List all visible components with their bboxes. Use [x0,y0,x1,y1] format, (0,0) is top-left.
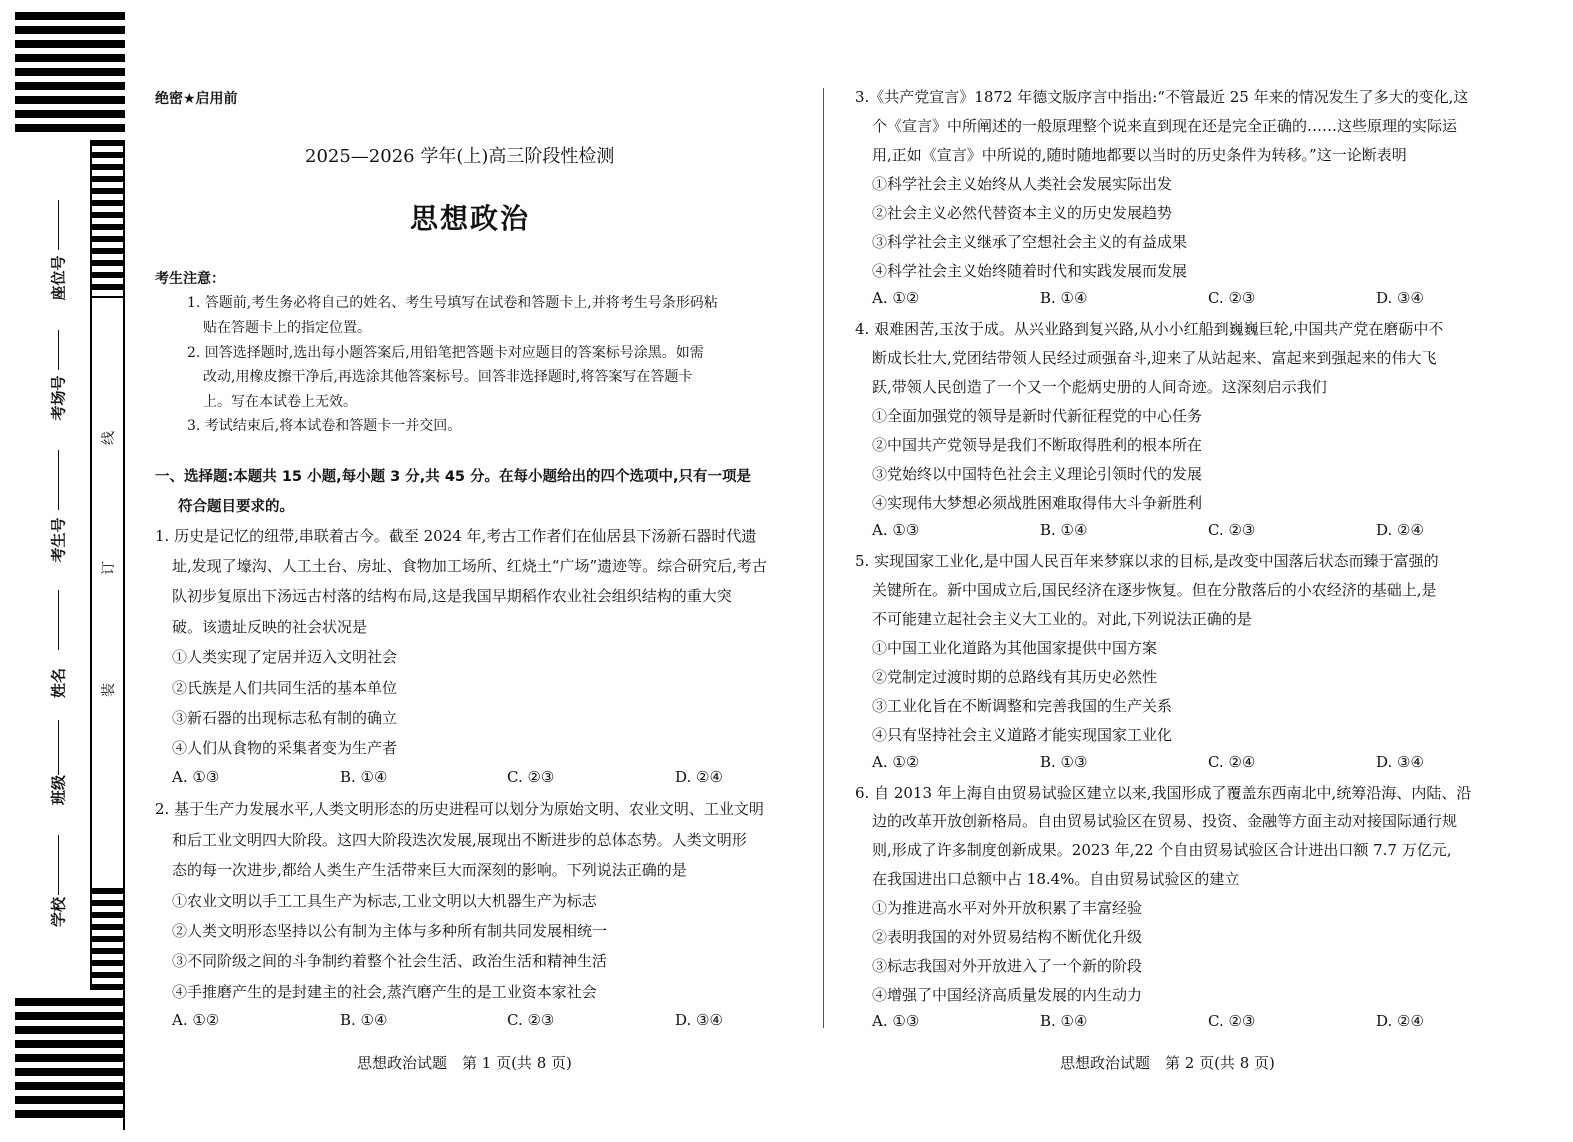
statement-item: ②表明我国的对外贸易结构不断优化升级 [872,928,1143,946]
cut-mark-ding: 订 [101,561,117,575]
name-label: 姓名 [49,667,68,699]
answer-option-d[interactable]: D. ②④ [1376,1012,1424,1030]
question-stem: 3.《共产党宣言》1872 年德文版序言中指出:“不管最近 25 年来的情况发生了多大的变化,这 [855,88,1469,106]
answer-option-c[interactable]: C. ②③ [1208,289,1256,307]
page-footer-2: 思想政治试题 第 2 页(共 8 页) [1060,1054,1275,1072]
statement-item: ②氏族是人们共同生活的基本单位 [172,679,398,697]
barcode-stripes [0,0,140,1138]
binding-margin [0,0,140,1138]
statement-item: ②中国共产党领导是我们不断取得胜利的根本所在 [872,436,1203,454]
statement-item: ④只有坚持社会主义道路才能实现国家工业化 [872,726,1173,744]
answer-option-a[interactable]: A. ①② [172,1011,220,1029]
answer-option-b[interactable]: B. ①④ [1040,289,1088,307]
question-stem: 1. 历史是记忆的纽带,串联着古今。截至 2024 年,考古工作者们在仙居县下汤新石器时代遗 [155,527,757,545]
statement-item: ④手推磨产生的是封建主的社会,蒸汽磨产生的是工业资本家社会 [172,983,597,1001]
school-label: 学校 [49,896,68,928]
fill-line[interactable] [58,835,59,895]
section-heading-cont: 符合题目要求的。 [178,499,294,515]
question-stem: 6. 自 2013 年上海自由贸易试验区建立以来,我国形成了覆盖东西南北中,统筹沿海、内陆、沿 [855,784,1472,802]
fill-line[interactable] [58,720,59,775]
statement-item: ②人类文明形态坚持以公有制为主体与多种所有制共同发展相统一 [172,922,608,940]
notice-line: 改动,用橡皮擦干净后,再选涂其他答案标号。回答非选择题时,将答案写在答题卡 [203,369,693,385]
statement-item: ③不同阶级之间的斗争制约着整个社会生活、政治生活和精神生活 [172,952,608,970]
question-stem: 不可能建立起社会主义大工业的。对此,下列说法正确的是 [872,610,1252,628]
answer-option-a[interactable]: A. ①③ [872,1012,920,1030]
notice-line: 2. 回答选择题时,选出每小题答案后,用铅笔把答题卡对应题目的答案标号涂黑。如需 [187,345,704,361]
question-stem: 破。该遗址反映的社会状况是 [172,618,368,636]
statement-item: ①全面加强党的领导是新时代新征程党的中心任务 [872,407,1203,425]
question-stem: 在我国进出口总额中占 18.4%。自由贸易试验区的建立 [872,870,1240,888]
statement-item: ②社会主义必然代替资本主义的历史发展趋势 [872,204,1173,222]
answer-option-d[interactable]: D. ②④ [675,768,723,786]
page-footer-1: 思想政治试题 第 1 页(共 8 页) [357,1054,572,1072]
question-stem: 断成长壮大,党团结带领人民经过顽强奋斗,迎来了从站起来、富起来到强起来的伟大飞 [872,349,1437,367]
question-stem: 2. 基于生产力发展水平,人类文明形态的历史进程可以划分为原始文明、农业文明、工业文明 [155,800,764,818]
answer-option-d[interactable]: D. ③④ [1376,753,1424,771]
notice-line: 3. 考试结束后,将本试卷和答题卡一并交回。 [187,418,462,434]
answer-option-a[interactable]: A. ①② [872,289,920,307]
question-stem: 5. 实现国家工业化,是中国人民百年来梦寐以求的目标,是改变中国落后状态而臻于富强的 [855,552,1439,570]
answer-option-b[interactable]: B. ①④ [340,1011,388,1029]
statement-item: ④科学社会主义始终随着时代和实践发展而发展 [872,262,1188,280]
answer-option-b[interactable]: B. ①④ [1040,521,1088,539]
fill-line[interactable] [58,590,59,650]
statement-item: ①人类实现了定居并迈入文明社会 [172,648,398,666]
answer-option-d[interactable]: D. ②④ [1376,521,1424,539]
question-stem: 用,正如《宣言》中所说的,随时随地都要以当时的历史条件为转移。”这一论断表明 [872,146,1407,164]
notice-title: 考生注意： [155,271,225,287]
answer-option-a[interactable]: A. ①③ [872,521,920,539]
answer-option-d[interactable]: D. ③④ [675,1011,723,1029]
subject-title: 思想政治 [410,202,531,235]
question-stem: 边的改革开放创新格局。自由贸易试验区在贸易、投资、金融等方面主动对接国际通行规 [872,812,1458,830]
answer-option-a[interactable]: A. ①③ [172,768,220,786]
statement-item: ③党始终以中国特色社会主义理论引领时代的发展 [872,465,1203,483]
statement-item: ③标志我国对外开放进入了一个新的阶段 [872,957,1143,975]
exam-title: 2025—2026 学年(上)高三阶段性检测 [305,146,615,167]
question-stem: 队初步复原出下汤远古村落的结构布局,这是我国早期稻作农业社会组织结构的重大突 [172,587,732,605]
secret-mark: 绝密★启用前 [155,91,238,107]
fill-line[interactable] [58,200,59,250]
answer-option-c[interactable]: C. ②③ [507,768,555,786]
answer-option-d[interactable]: D. ③④ [1376,289,1424,307]
fill-line[interactable] [58,450,59,510]
question-stem: 态的每一次进步,都给人类生产生活带来巨大而深刻的影响。下列说法正确的是 [172,861,687,879]
answer-option-c[interactable]: C. ②③ [1208,1012,1256,1030]
statement-item: ①农业文明以手工工具生产为标志,工业文明以大机器生产为标志 [172,892,597,910]
question-stem: 个《宣言》中所阐述的一般原理整个说来直到现在还是完全正确的……这些原理的实际运 [872,117,1458,135]
fill-line[interactable] [58,330,59,370]
notice-line: 贴在答题卡上的指定位置。 [203,320,371,336]
question-stem: 关键所在。新中国成立后,国民经济在逐步恢复。但在分散落后的小农经济的基础上,是 [872,581,1437,599]
statement-item: ④实现伟大梦想必须战胜困难取得伟大斗争新胜利 [872,494,1203,512]
question-stem: 则,形成了许多制度创新成果。2023 年,22 个自由贸易试验区合计进出口额 7.7 万亿元, [872,841,1452,859]
statement-item: ②党制定过渡时期的总路线有其历史必然性 [872,668,1158,686]
answer-option-b[interactable]: B. ①④ [1040,1012,1088,1030]
cut-mark-xian: 线 [101,431,117,445]
question-stem: 4. 艰难困苦,玉汝于成。从兴业路到复兴路,从小小红船到巍巍巨轮,中国共产党在磨砺中不 [855,320,1444,338]
statement-item: ④增强了中国经济高质量发展的内生动力 [872,986,1143,1004]
answer-option-c[interactable]: C. ②③ [507,1011,555,1029]
answer-option-b[interactable]: B. ①③ [1040,753,1088,771]
statement-item: ③新石器的出现标志私有制的确立 [172,709,398,727]
statement-item: ③科学社会主义继承了空想社会主义的有益成果 [872,233,1188,251]
question-stem: 跃,带领人民创造了一个又一个彪炳史册的人间奇迹。这深刻启示我们 [872,378,1327,396]
question-stem: 和后工业文明四大阶段。这四大阶段迭次发展,展现出不断进步的总体态势。人类文明形 [172,831,747,849]
notice-line: 1. 答题前,考生务必将自己的姓名、考生号填写在试卷和答题卡上,并将考生号条形码粘 [187,295,718,311]
question-stem: 址,发现了壕沟、人工土台、房址、食物加工场所、红烧土“广场”遗迹等。综合研究后,考古 [172,557,767,575]
student-number-label: 考生号 [49,517,68,563]
seat-number-label: 座位号 [49,255,68,301]
statement-item: ①科学社会主义始终从人类社会发展实际出发 [872,175,1173,193]
answer-option-c[interactable]: C. ②④ [1208,753,1256,771]
answer-option-a[interactable]: A. ①② [872,753,920,771]
statement-item: ④人们从食物的采集者变为生产者 [172,739,398,757]
cut-mark-zhuang: 装 [101,683,117,697]
answer-option-c[interactable]: C. ②③ [1208,521,1256,539]
section-heading: 一、选择题:本题共 15 小题,每小题 3 分,共 45 分。在每小题给出的四个选项中,只有一项是 [155,469,752,485]
statement-item: ①为推进高水平对外开放积累了丰富经验 [872,899,1143,917]
statement-item: ③工业化旨在不断调整和完善我国的生产关系 [872,697,1173,715]
exam-room-label: 考场号 [49,375,68,421]
answer-option-b[interactable]: B. ①④ [340,768,388,786]
column-divider [823,88,824,1028]
class-label: 班级 [49,774,68,806]
statement-item: ①中国工业化道路为其他国家提供中国方案 [872,639,1158,657]
notice-line: 上。写在本试卷上无效。 [203,394,357,410]
